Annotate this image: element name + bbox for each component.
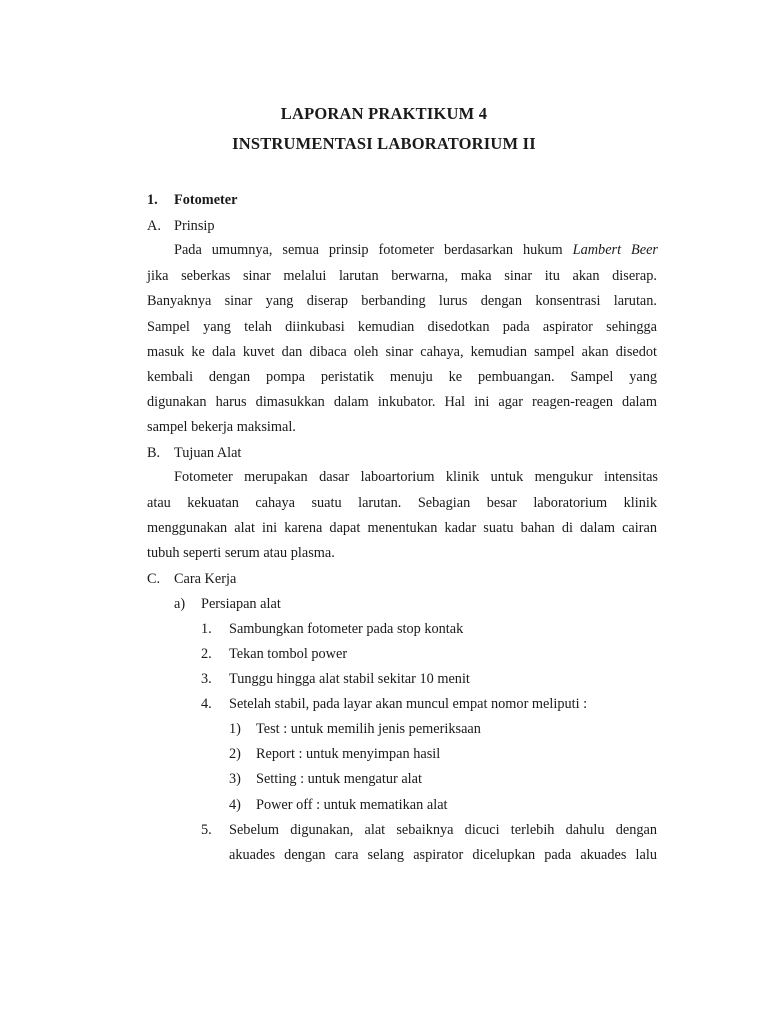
option-text: Setting : untuk mengatur alat bbox=[256, 771, 422, 787]
step-text: Setelah stabil, pada layar akan muncul empat nomor meliputi : bbox=[229, 696, 588, 712]
italic-term: Lambert Beer bbox=[572, 242, 658, 258]
paragraph-line: tubuh seperti serum atau plasma. bbox=[147, 545, 335, 561]
paragraph-line: digunakan harus dimasukkan dalam inkubator. Hal ini agar reagen-reagen dalam bbox=[147, 394, 657, 410]
step-text: Sambungkan fotometer pada stop kontak bbox=[229, 621, 464, 637]
sub-item-letter: a) bbox=[174, 596, 186, 612]
subsection-letter-c: C. bbox=[147, 571, 161, 587]
paragraph-line: menggunakan alat ini karena dapat menentukan kadar suatu bahan di dalam cairan bbox=[147, 520, 657, 536]
step-number: 3. bbox=[201, 671, 212, 687]
option-number: 1) bbox=[229, 721, 241, 737]
option-text: Report : untuk menyimpan hasil bbox=[256, 746, 441, 762]
paragraph-line: Banyaknya sinar yang diserap berbanding lurus dengan konsentrasi larutan. bbox=[147, 293, 657, 309]
option-number: 2) bbox=[229, 746, 241, 762]
option-text: Test : untuk memilih jenis pemeriksaan bbox=[256, 721, 481, 737]
step-number: 5. bbox=[201, 822, 212, 838]
option-text: Power off : untuk mematikan alat bbox=[256, 797, 448, 813]
subsection-letter-b: B. bbox=[147, 445, 161, 461]
step-text: Tunggu hingga alat stabil sekitar 10 menit bbox=[229, 671, 470, 687]
paragraph-line: masuk ke dala kuvet dan dibaca oleh sinar cahaya, kemudian sampel akan disedot bbox=[147, 344, 657, 360]
report-title: LAPORAN PRAKTIKUM 4 bbox=[280, 104, 488, 123]
paragraph-line: Sampel yang telah diinkubasi kemudian disedotkan pada aspirator sehingga bbox=[147, 319, 657, 335]
subsection-heading-cara-kerja: Cara Kerja bbox=[174, 571, 237, 587]
paragraph-line: Fotometer merupakan dasar laboartorium klinik untuk mengukur intensitas bbox=[174, 469, 658, 485]
option-number: 3) bbox=[229, 771, 241, 787]
step-number: 2. bbox=[201, 646, 212, 662]
paragraph-line: kembali dengan pompa peristatik menuju ke pembuangan. Sampel yang bbox=[147, 369, 657, 385]
paragraph-line: Pada umumnya, semua prinsip fotometer berdasarkan hukum Lambert Beer bbox=[174, 242, 658, 258]
sub-item-heading: Persiapan alat bbox=[201, 596, 281, 612]
step-text: akuades dengan cara selang aspirator dicelupkan pada akuades lalu bbox=[229, 847, 657, 863]
section-number: 1. bbox=[147, 192, 158, 208]
subsection-letter-a: A. bbox=[147, 218, 161, 234]
paragraph-line: jika seberkas sinar melalui larutan berwarna, maka sinar itu akan diserap. bbox=[147, 268, 657, 284]
subsection-heading-prinsip: Prinsip bbox=[174, 218, 215, 234]
step-text: Tekan tombol power bbox=[229, 646, 348, 662]
option-number: 4) bbox=[229, 797, 241, 813]
paragraph-line: sampel bekerja maksimal. bbox=[147, 419, 296, 435]
step-text: Sebelum digunakan, alat sebaiknya dicuci terlebih dahulu dengan bbox=[229, 822, 657, 838]
section-heading: Fotometer bbox=[174, 192, 238, 208]
subsection-heading-tujuan: Tujuan Alat bbox=[174, 445, 242, 461]
step-number: 4. bbox=[201, 696, 212, 712]
step-number: 1. bbox=[201, 621, 212, 637]
paragraph-line: atau kekuatan cahaya suatu larutan. Sebagian besar laboratorium klinik bbox=[147, 495, 657, 511]
report-subtitle: INSTRUMENTASI LABORATORIUM II bbox=[232, 134, 536, 153]
